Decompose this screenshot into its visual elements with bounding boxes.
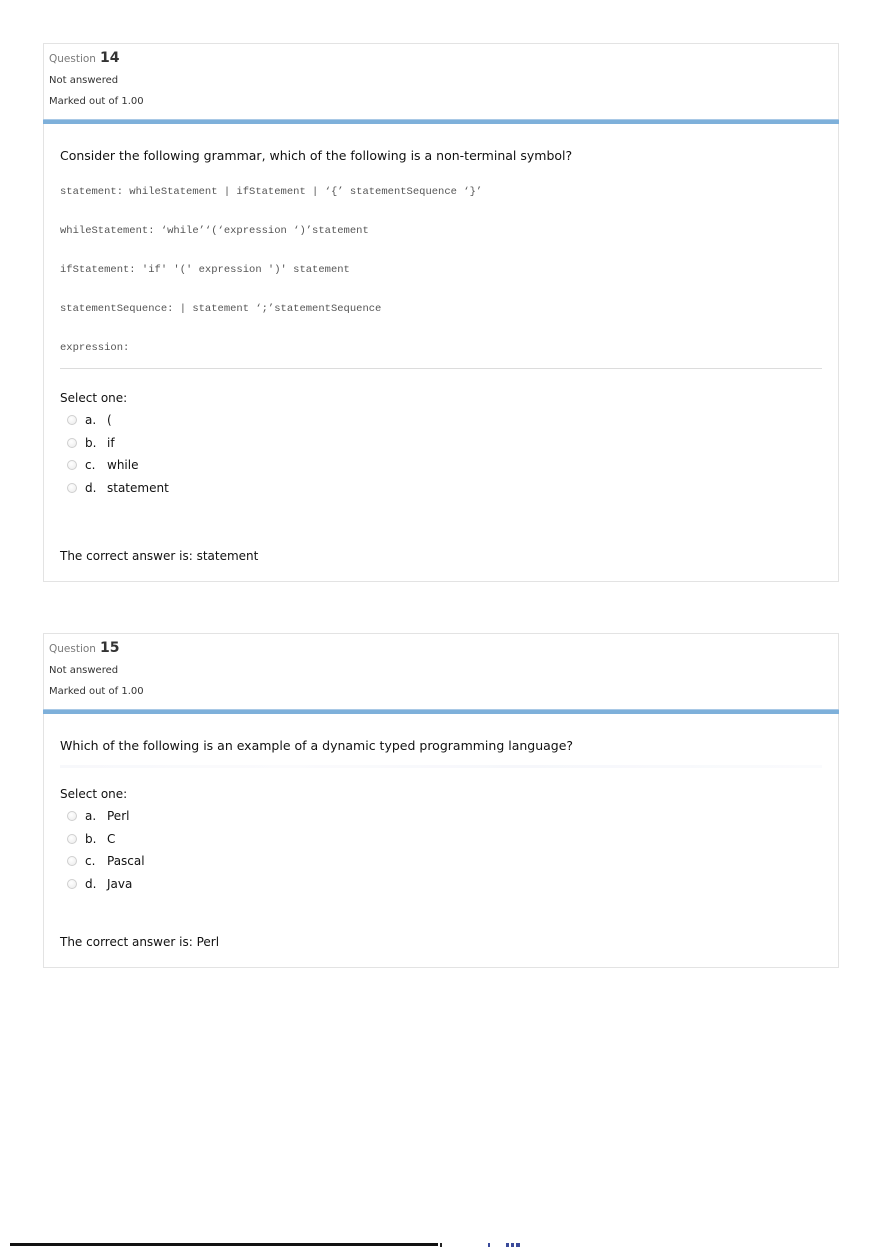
select-one-label: Select one: [60,391,128,405]
radio-button[interactable] [67,483,77,493]
question-content [44,738,838,895]
answer-text: C [107,831,116,846]
question-grade: Marked out of 1.00 [49,96,144,107]
grammar-line: whileStatement: ‘while’‘(‘expression ‘)’statement [60,225,369,237]
answer-letter: d. [85,876,97,891]
question-label: Question [49,53,96,65]
correct-answer-feedback: The correct answer is: statement [60,549,259,563]
radio-button[interactable] [67,438,77,448]
answer-option-c[interactable] [60,454,822,477]
correct-answer-feedback: The correct answer is: Perl [60,935,220,949]
grammar-line: statement: whileStatement | ifStatement | ‘{’ statementSequence ‘}’ [60,186,483,198]
question-accent-bar [43,709,839,714]
question-info [44,44,838,119]
question-number [49,640,833,660]
radio-button[interactable] [67,879,77,889]
footer-rule [10,1243,438,1246]
answer-option-d[interactable] [60,873,822,896]
answer-text: while [107,458,139,473]
answer-text: if [107,435,115,450]
question-info [44,634,838,709]
answer-list [60,805,822,895]
answer-letter: a. [85,413,97,428]
answer-text: Java [107,876,133,891]
answer-letter: c. [85,854,96,869]
select-one-label: Select one: [60,787,128,801]
question-label: Question [49,643,96,655]
grammar-line: ifStatement: 'if' '(' expression ')' statement [60,264,350,276]
question-accent-bar [43,119,839,124]
question-content [44,148,838,499]
question-number-value: 15 [99,640,120,656]
radio-button[interactable] [67,811,77,821]
divider [60,765,822,768]
answer-letter: c. [85,458,96,473]
answer-option-a[interactable] [60,805,822,828]
answer-option-a[interactable] [60,409,822,432]
radio-button[interactable] [67,415,77,425]
answer-option-b[interactable] [60,432,822,455]
answer-text: Pascal [107,854,145,869]
answer-letter: a. [85,809,97,824]
answer-text: ( [107,413,112,428]
radio-button[interactable] [67,834,77,844]
question-grade: Marked out of 1.00 [49,686,144,697]
question-card-14 [43,43,839,582]
answer-option-b[interactable] [60,828,822,851]
question-state: Not answered [49,75,119,86]
question-number [49,50,833,70]
question-number-value: 14 [99,50,120,66]
divider [60,368,822,369]
grammar-block [60,185,822,355]
answer-option-c[interactable] [60,850,822,873]
question-card-15 [43,633,839,968]
answer-letter: d. [85,480,97,495]
question-text: Consider the following grammar, which of the following is a non-terminal symbol? [60,148,573,163]
radio-button[interactable] [67,460,77,470]
question-text: Which of the following is an example of a dynamic typed programming language? [60,738,574,753]
answer-list [60,409,822,499]
question-state: Not answered [49,665,119,676]
grammar-line: statementSequence: | statement ‘;’statementSequence [60,303,382,315]
answer-option-d[interactable] [60,477,822,500]
answer-text: Perl [107,809,130,824]
answer-text: statement [107,480,169,495]
footer-marks [440,1242,540,1247]
answer-letter: b. [85,831,97,846]
answer-letter: b. [85,435,97,450]
radio-button[interactable] [67,856,77,866]
grammar-line: expression: [60,342,130,354]
